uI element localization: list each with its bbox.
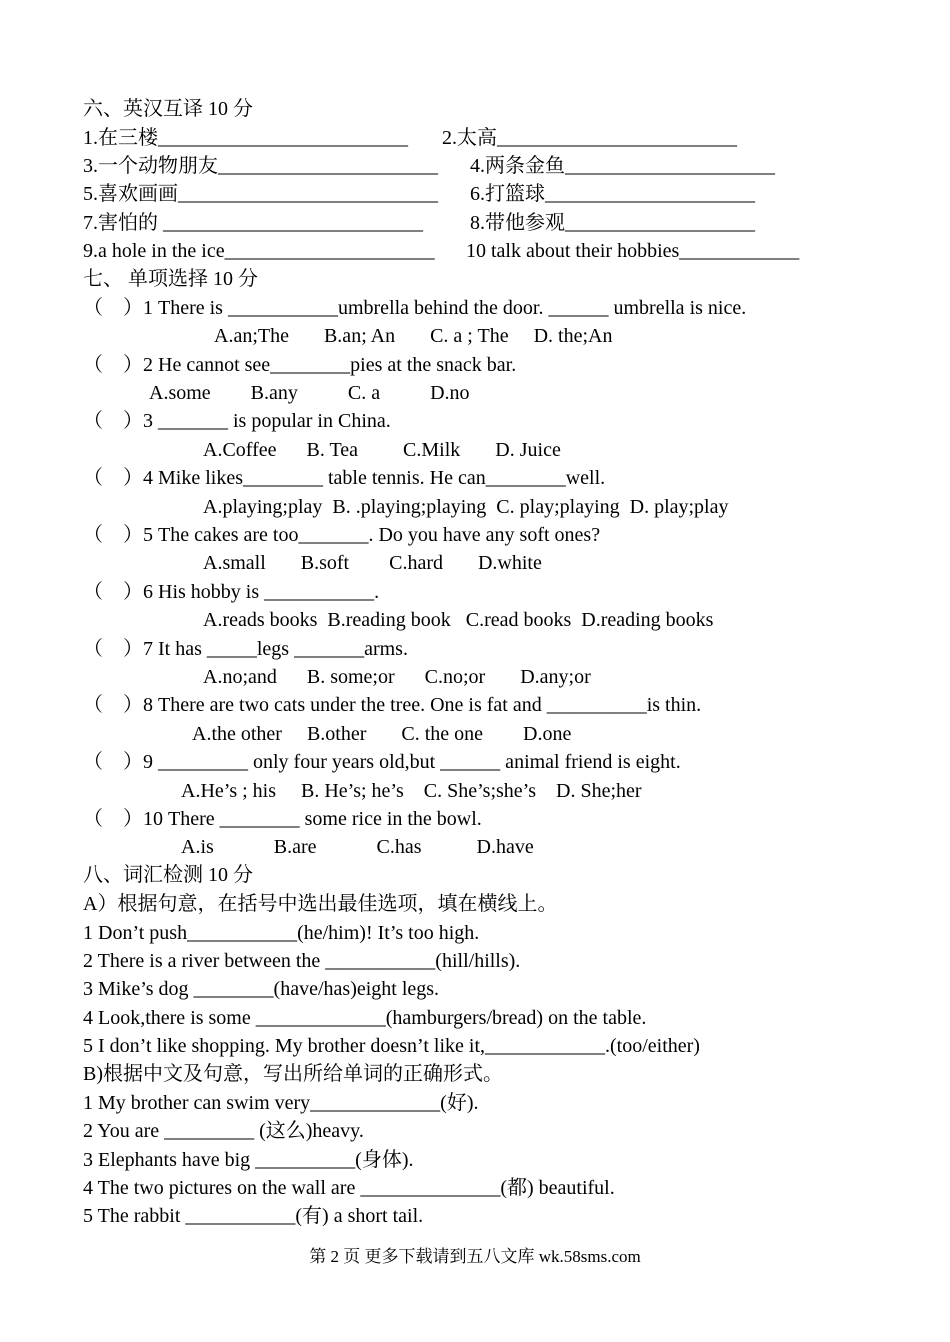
translation-item-9: 9.a hole in the ice_____________________ [83,240,435,262]
question-10: （ ）10 There ________ some rice in the bowl. [83,808,482,830]
translation-item-5: 5.喜欢画画__________________________ [83,183,438,205]
section-6-title: 六、英汉互译 10 分 [83,98,253,120]
section-7-title: 七、 单项选择 10 分 [83,268,258,290]
translation-item-2: 2.太高________________________ [442,127,737,149]
question-1: （ ）1 There is ___________umbrella behind the door. ______ umbrella is nice. [83,297,747,319]
translation-item-10: 10 talk about their hobbies____________ [466,240,800,262]
part-a-item-3: 3 Mike’s dog ________(have/has)eight legs. [83,978,440,1000]
options-6: A.reads books B.reading book C.read books D.reading books [203,609,714,631]
question-4: （ ）4 Mike likes________ table tennis. He can________well. [83,467,606,489]
options-3: A.Coffee B. Tea C.Milk D. Juice [203,439,561,461]
translation-item-1: 1.在三楼_________________________ [83,127,408,149]
section-8-title: 八、词汇检测 10 分 [83,864,253,886]
question-6: （ ）6 His hobby is ___________. [83,581,380,603]
options-7: A.no;and B. some;or C.no;or D.any;or [203,666,591,688]
translation-item-8: 8.带他参观___________________ [470,212,755,234]
question-8: （ ）8 There are two cats under the tree. One is fat and __________is thin. [83,694,702,716]
question-5: （ ）5 The cakes are too_______. Do you have any soft ones? [83,524,601,546]
part-a-item-1: 1 Don’t push___________(he/him)! It’s too high. [83,922,480,944]
part-a-item-5: 5 I don’t like shopping. My brother doesn’t like it,____________.(too/either) [83,1035,700,1057]
options-1: A.an;The B.an; An C. a ; The D. the;An [214,325,613,347]
part-b-item-4: 4 The two pictures on the wall are ______________(都) beautiful. [83,1177,615,1199]
part-b-item-5: 5 The rabbit ___________(有) a short tail. [83,1205,424,1227]
options-8: A.the other B.other C. the one D.one [192,723,572,745]
translation-item-6: 6.打篮球_____________________ [470,183,755,205]
translation-item-3: 3.一个动物朋友______________________ [83,155,438,177]
part-a-instruction: A）根据句意，在括号中选出最佳选项，填在横线上。 [83,893,558,915]
question-2: （ ）2 He cannot see________pies at the snack bar. [83,354,517,376]
question-9: （ ）9 _________ only four years old,but ______ animal friend is eight. [83,751,681,773]
page-footer: 第 2 页 更多下载请到五八文库 wk.58sms.com [309,1247,641,1266]
part-a-item-4: 4 Look,there is some _____________(hamburgers/bread) on the table. [83,1007,647,1029]
question-7: （ ）7 It has _____legs _______arms. [83,638,408,660]
options-10: A.is B.are C.has D.have [181,836,534,858]
question-3: （ ）3 _______ is popular in China. [83,410,391,432]
part-b-instruction: B)根据中文及句意，写出所给单词的正确形式。 [83,1063,503,1085]
options-2: A.some B.any C. a D.no [149,382,470,404]
part-b-item-3: 3 Elephants have big __________(身体). [83,1149,414,1171]
translation-item-4: 4.两条金鱼_____________________ [470,155,775,177]
translation-item-7: 7.害怕的 __________________________ [83,212,423,234]
part-b-item-2: 2 You are _________ (这么)heavy. [83,1120,364,1142]
part-b-item-1: 1 My brother can swim very_____________(好). [83,1092,479,1114]
part-a-item-2: 2 There is a river between the ___________(hill/hills). [83,950,521,972]
options-5: A.small B.soft C.hard D.white [203,552,542,574]
options-9: A.He’s ; his B. He’s; he’s C. She’s;she’s D. She;her [181,780,642,802]
options-4: A.playing;play B. .playing;playing C. play;playing D. play;play [203,496,729,518]
